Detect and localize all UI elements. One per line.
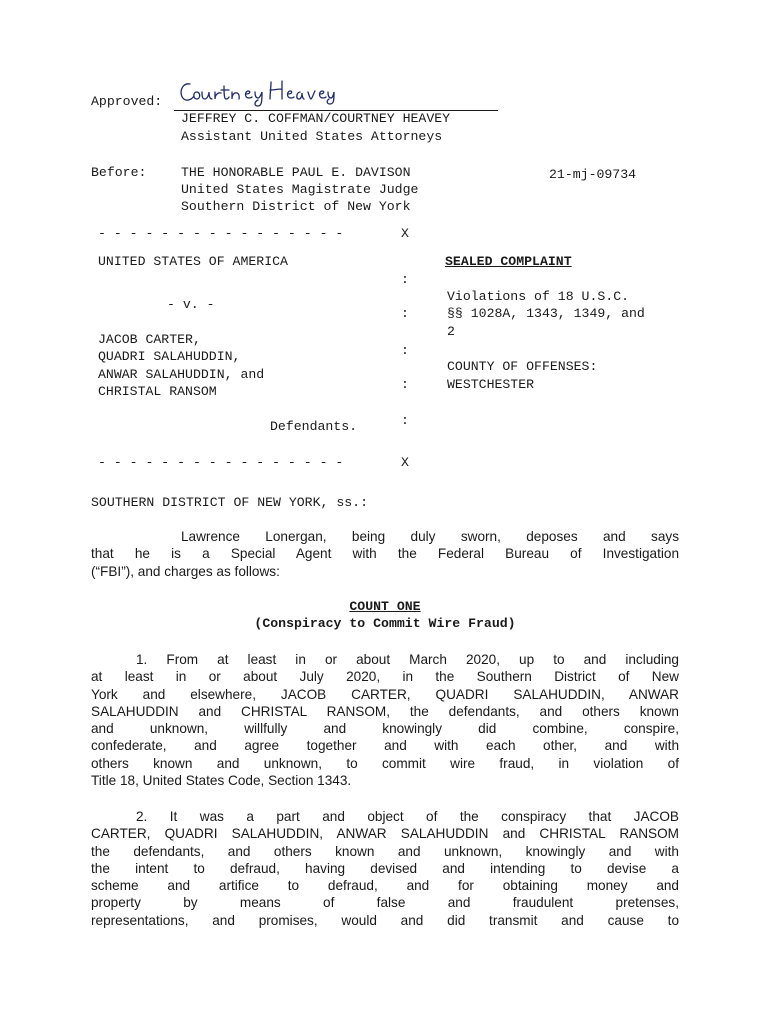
- intro-line: that he is a Special Agent with the Federal Bureau of Investigation: [91, 546, 679, 562]
- intro-paragraph: [91, 528, 679, 580]
- judge-name: THE HONORABLE PAUL E. DAVISON: [181, 165, 411, 180]
- defendant-name: JACOB CARTER,: [98, 332, 201, 347]
- before-label: Before:: [91, 165, 147, 180]
- caption-dash-line-top: - - - - - - - - - - - - - - - -: [98, 226, 344, 241]
- violations-line: §§ 1028A, 1343, 1349, and: [447, 306, 645, 321]
- paragraph-line: 2. It was a part and object of the conspiracy that JACOB: [136, 809, 679, 824]
- paragraph-line: confederate, and agree together and with each other, and with: [91, 738, 679, 754]
- venue: SOUTHERN DISTRICT OF NEW YORK, ss.:: [91, 495, 368, 510]
- paragraph-line: 1. From at least in or about March 2020, up to and including: [136, 652, 679, 667]
- violations-line: Violations of 18 U.S.C.: [447, 289, 630, 304]
- caption-colon: :: [401, 272, 409, 287]
- count-subtitle: (Conspiracy to Commit Wire Fraud): [254, 616, 516, 631]
- intro-line: Lawrence Lonergan, being duly sworn, deposes and says: [181, 529, 679, 544]
- defendant-name: CHRISTAL RANSOM: [98, 384, 217, 399]
- intro-line: (“FBI”), and charges as follows:: [91, 563, 280, 579]
- paragraph-line: property by means of false and fraudulent pretenses,: [91, 895, 679, 911]
- paragraph-line: representations, and promises, would and did transmit and cause to: [91, 912, 679, 928]
- violations-line: 2: [447, 324, 455, 339]
- caption-colon: :: [401, 343, 409, 358]
- judge-district: Southern District of New York: [181, 199, 411, 214]
- count-title: COUNT ONE: [349, 599, 421, 614]
- caption-x-bottom: X: [401, 455, 409, 470]
- paragraph-line: York and elsewhere, JACOB CARTER, QUADRI SALAHUDDIN, ANWAR: [91, 686, 679, 702]
- paragraph-1: [91, 651, 679, 789]
- caption-colon: :: [401, 306, 409, 321]
- county-value: WESTCHESTER: [447, 377, 535, 392]
- paragraph-line: others known and unknown, to commit wire fraud, in violation of: [91, 755, 679, 771]
- paragraph-line: CARTER, QUADRI SALAHUDDIN, ANWAR SALAHUDDIN and CHRISTAL RANSOM: [91, 826, 679, 842]
- paragraph-2: [91, 808, 679, 929]
- defendants-label: Defendants.: [270, 419, 358, 434]
- judge-title: United States Magistrate Judge: [181, 182, 419, 197]
- paragraph-line: and unknown, willfully and knowingly did combine, conspire,: [91, 721, 679, 737]
- case-number: 21-mj-09734: [549, 167, 637, 182]
- caption-dash-line-bottom: - - - - - - - - - - - - - - - -: [98, 455, 344, 470]
- paragraph-line: SALAHUDDIN and CHRISTAL RANSOM, the defendants, and others known: [91, 703, 679, 719]
- paragraph-line: the intent to defraud, having devised and intending to devise a: [91, 860, 679, 876]
- caption-colon: :: [401, 413, 409, 428]
- paragraph-line: at least in or about July 2020, in the Southern District of New: [91, 669, 679, 685]
- paragraph-line: Title 18, United States Code, Section 1343.: [91, 773, 352, 789]
- versus: - v. -: [167, 297, 215, 312]
- caption-x-top: X: [401, 226, 409, 241]
- defendant-name: ANWAR SALAHUDDIN, and: [98, 367, 265, 382]
- attorneys-title: Assistant United States Attorneys: [181, 129, 443, 144]
- attorneys-name: JEFFREY C. COFFMAN/COURTNEY HEAVEY: [181, 111, 451, 126]
- defendant-name: QUADRI SALAHUDDIN,: [98, 349, 241, 364]
- paragraph-line: scheme and artifice to defraud, and for obtaining money and: [91, 878, 679, 894]
- caption-colon: :: [401, 377, 409, 392]
- paragraph-line: the defendants, and others known and unknown, knowingly and with: [91, 843, 679, 859]
- plaintiff: UNITED STATES OF AMERICA: [98, 254, 288, 269]
- approved-label: Approved:: [91, 94, 163, 109]
- county-label: COUNTY OF OFFENSES:: [447, 359, 598, 374]
- sealed-complaint-title: SEALED COMPLAINT: [445, 254, 572, 269]
- signature: [176, 76, 336, 110]
